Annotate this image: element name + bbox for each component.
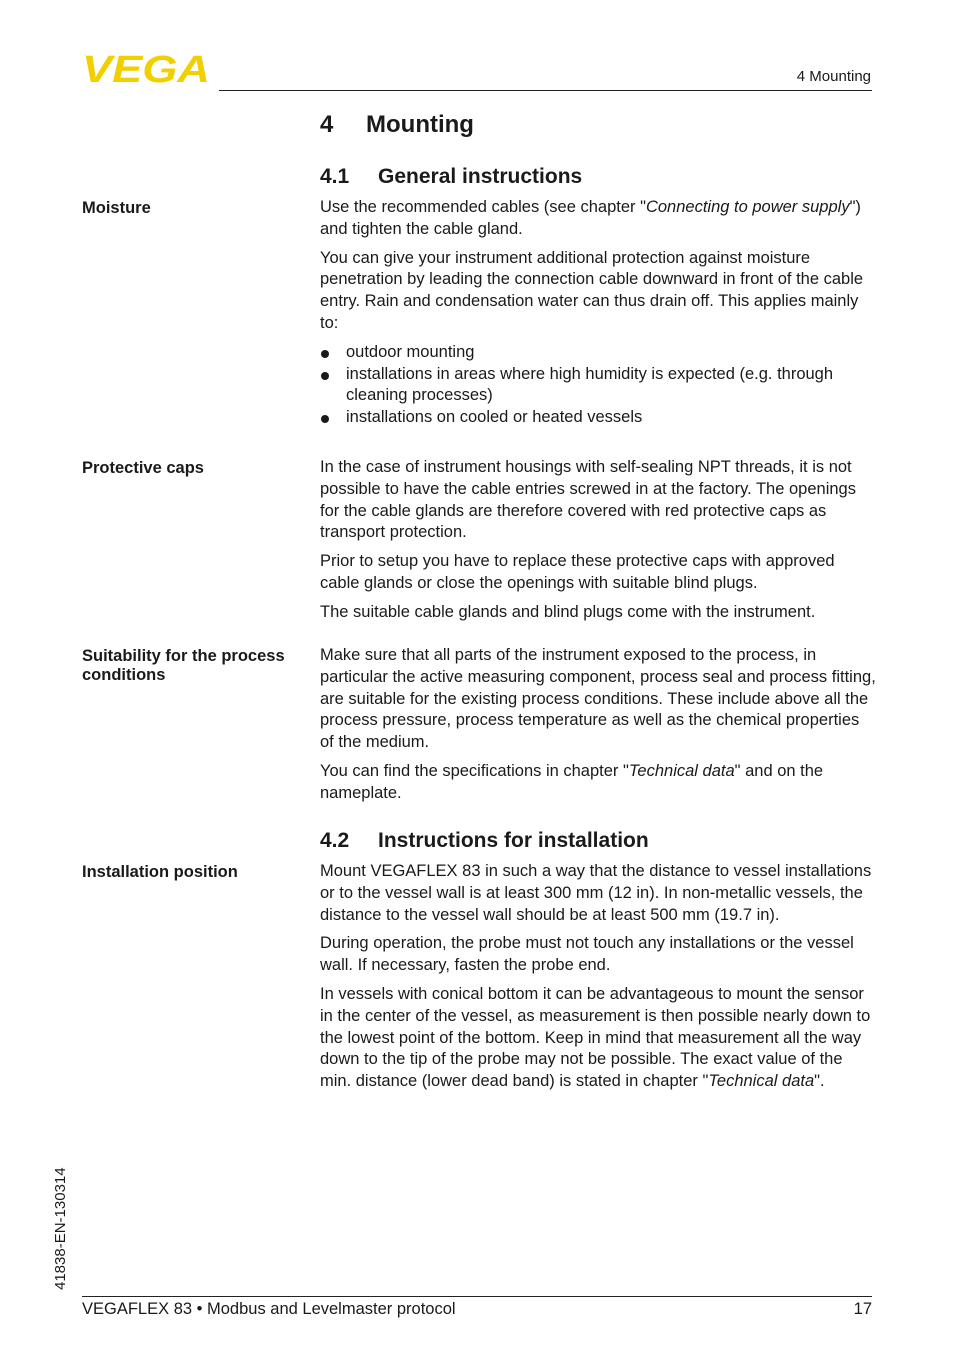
header-divider [219,90,872,91]
vega-logo [82,52,212,84]
footer-product: VEGAFLEX 83 • Modbus and Levelmaster protocol [82,1300,456,1318]
bullet-icon [321,372,329,380]
list-item: outdoor mounting [320,342,876,364]
suitability-text [320,645,876,812]
chapter-number: 4 [320,111,334,138]
bullet-icon [321,350,329,358]
chapter-title-text: Mounting [366,111,474,138]
paragraph: The suitable cable glands and blind plugs come with the instrument. [320,602,816,621]
section-heading-installation [320,829,649,853]
footer-divider [82,1296,872,1297]
section-title: General instructions [378,165,583,188]
margin-label-protective-caps: Protective caps [82,459,204,477]
page-number: 17 [853,1300,872,1318]
paragraph: Prior to setup you have to replace these protective caps with approved cable glands or close the openings with suitable blind plugs. [320,552,835,592]
header-section-label: 4 Mounting [796,68,871,85]
paragraph: In vessels with conical bottom it can be advantageous to mount the sensor in the center of the vessel, as measurement is then possible nearly down to the lowest point of the bottom. Keep in mind that measurement all the way down to the tip of the probe may not be possible. The exact value of the min. distance (lower dead band) is stated in chapter "Technical data". [320,984,871,1091]
paragraph: Mount VEGAFLEX 83 in such a way that the distance to vessel installations or to the vessel wall is at least 300 mm (12 in). In non-metallic vessels, the distance to the vessel wall should be at least 500 mm (19.7 in). [320,862,872,924]
margin-label-installation-position: Installation position [82,863,238,881]
bullet-icon [321,415,329,423]
protective-caps-text [320,457,876,631]
section-title: Instructions for installation [378,829,649,852]
list-item: installations in areas where high humidity is expected (e.g. through cleaning processes) [320,364,876,408]
svg-text:VEGA: VEGA [82,52,210,84]
chapter-title [320,111,474,139]
paragraph: During operation, the probe must not touch any installations or the vessel wall. If necessary, fasten the probe end. [320,934,854,975]
document-id: 41838-EN-130314 [52,1167,69,1290]
paragraph: In the case of instrument housings with self-sealing NPT threads, it is not possible to have the cable entries screwed in at the factory. The openings for the cable glands are therefore covered with red protective caps as transport protection. [320,458,856,542]
list-item: installations on cooled or heated vessels [320,407,876,429]
moisture-text [320,197,876,436]
paragraph: You can find the specifications in chapter "Technical data" and on the nameplate. [320,761,824,802]
section-heading-general [320,165,582,189]
section-number: 4.2 [320,829,350,852]
margin-label-moisture: Moisture [82,199,151,217]
paragraph: You can give your instrument additional protection against moisture penetration by leading the connection cable downward in front of the cable entry. Rain and condensation water can thus drain off. This applies mainly to: [320,248,864,332]
bullet-list [320,342,876,429]
section-number: 4.1 [320,165,350,188]
installation-text [320,861,876,1100]
margin-label-suitability: Suitability for the process conditions [82,647,285,684]
paragraph: Use the recommended cables (see chapter "Connecting to power supply") and tighten the cable gland. [320,198,861,238]
paragraph: Make sure that all parts of the instrument exposed to the process, in particular the active measuring component, process seal and process fitting, are suitable for the existing process conditions. These include above all the process pressure, process temperature as well as the chemical properties of the medium. [320,646,876,752]
